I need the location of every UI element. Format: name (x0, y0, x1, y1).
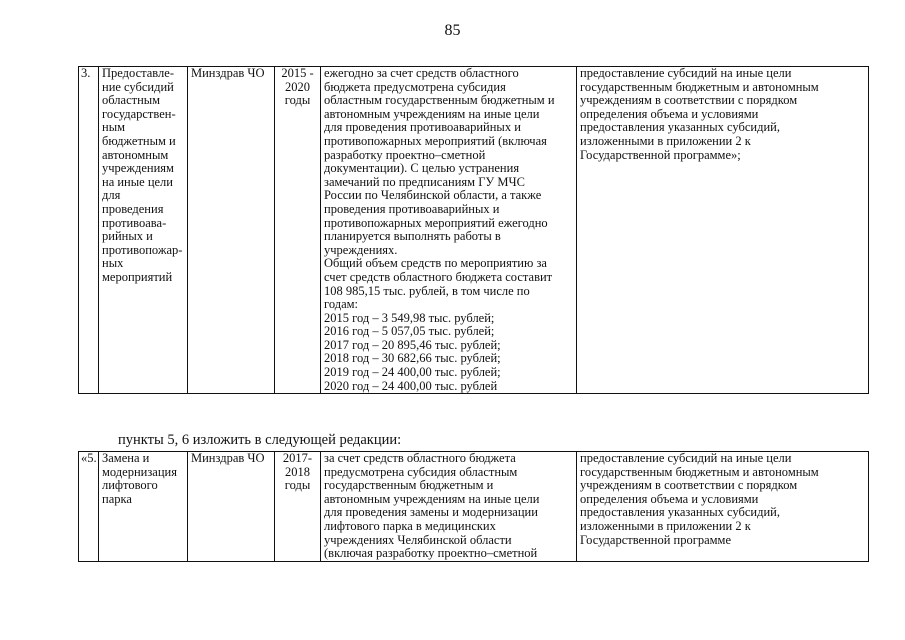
measures-table-part1 (78, 66, 869, 394)
text-line: государственным бюджетным и автономным (580, 79, 819, 94)
text-line: предоставление субсидий на иные цели (580, 451, 792, 465)
text-line: для проведения (102, 188, 164, 216)
text-line: учреждениям в соответствии с порядком (580, 478, 798, 493)
row-number: «5. (79, 452, 99, 562)
text-line: 2017 год – 20 895,46 тыс. рублей; (324, 337, 501, 352)
text-line: противопожарных мероприятий ежегодно (324, 215, 548, 230)
period-cell (275, 452, 321, 562)
expected-result (580, 67, 865, 162)
measure-name-cell (99, 452, 188, 562)
description-cell (321, 452, 577, 562)
executor: Минздрав ЧО (191, 66, 265, 80)
measure-name (102, 452, 184, 506)
text-line: автономным учреждениям на иные цели (324, 491, 540, 506)
text-line: определения объема и условиями (580, 491, 759, 506)
text-line: России по Челябинской области, а также (324, 188, 542, 203)
text-line: замечаний по предписаниям ГУ МЧС (324, 174, 525, 189)
text-line: разработку проектно–сметной (324, 147, 486, 162)
text-line: учреждениях Челябинской области (324, 532, 512, 547)
text-line: определения объема и условиями (580, 106, 759, 121)
text-line: проведения противоаварийных и (324, 201, 500, 216)
measure-description (324, 452, 573, 561)
text-line: учреждениям в соответствии с порядком (580, 93, 798, 108)
text-line: мероприятий (102, 269, 173, 284)
text-line: планируется выполнять работы в (324, 229, 501, 244)
result-cell (577, 67, 869, 394)
expected-result (580, 452, 865, 547)
text-line: противоава- (102, 215, 167, 230)
measure-name (102, 67, 184, 285)
text-line: предусмотрена субсидия областным (324, 464, 518, 479)
text-line: изложенными в приложении 2 к (580, 518, 751, 533)
amendment-intro-text: пункты 5, 6 изложить в следующей редакции: (118, 432, 402, 448)
text-line: за счет средств областного бюджета (324, 451, 516, 465)
measures-table-part2 (78, 451, 869, 562)
text-line: изложенными в приложении 2 к (580, 133, 751, 148)
period (278, 67, 317, 108)
text-line: (включая разработку проектно–сметной (324, 546, 538, 561)
text-line: 2020 год – 24 400,00 тыс. рублей (324, 378, 498, 393)
text-line: областным (102, 93, 161, 108)
description-cell (321, 67, 577, 394)
text-line: рийных и (102, 229, 153, 244)
text-line: 2020 (285, 79, 310, 94)
text-line: ным (102, 120, 125, 135)
measure-description (324, 67, 573, 393)
result-cell (577, 452, 869, 562)
text-line: 2015 год – 3 549,98 тыс. рублей; (324, 310, 495, 325)
period-cell (275, 67, 321, 394)
text-line: парка (102, 491, 132, 506)
text-line: государственным бюджетным и автономным (580, 464, 819, 479)
text-line: автономным учреждениям на иные цели (324, 106, 540, 121)
page-number: 85 (444, 22, 461, 39)
text-line: учреждениям (102, 161, 174, 176)
text-line: лифтового парка в медицинских (324, 518, 496, 533)
text-line: предоставление субсидий на иные цели (580, 66, 792, 80)
text-line: 108 985,15 тыс. рублей, в том числе по (324, 283, 530, 298)
text-line: Предоставле- (102, 66, 174, 80)
executor-cell (188, 452, 275, 562)
text-line: предоставления указанных субсидий, (580, 120, 780, 135)
text-line: бюджетным и (102, 133, 176, 148)
text-line: предоставления указанных субсидий, (580, 505, 780, 520)
text-line: Государственной программе»; (580, 147, 741, 162)
text-line: 2019 год – 24 400,00 тыс. рублей; (324, 365, 501, 380)
text-line: Государственной программе (580, 532, 732, 547)
period (278, 452, 317, 493)
table-row (79, 452, 869, 562)
executor-cell (188, 67, 275, 394)
text-line: 2015 - (281, 66, 314, 80)
text-line: областным государственным бюджетным и (324, 93, 555, 108)
text-line: на иные цели (102, 174, 173, 189)
text-line: модернизация (102, 464, 177, 479)
text-line: лифтового (102, 478, 158, 493)
text-line: государственным бюджетным и (324, 478, 494, 493)
text-line: 2016 год – 5 057,05 тыс. рублей; (324, 324, 495, 339)
text-line: годы (284, 93, 311, 108)
text-line: годам: (324, 297, 358, 312)
row-number: 3. (79, 67, 99, 394)
text-line: 2018 год – 30 682,66 тыс. рублей; (324, 351, 501, 366)
text-line: бюджета предусмотрена субсидия (324, 79, 506, 94)
text-line: противопожарных мероприятий (включая (324, 133, 547, 148)
text-line: годы (284, 478, 311, 493)
table-row (79, 67, 869, 394)
text-line: 2017- (282, 451, 313, 465)
text-line: автономным (102, 147, 169, 162)
text-line: документации). С целью устранения (324, 161, 520, 176)
text-line: государствен- (102, 106, 176, 121)
text-line: счет средств областного бюджета составит (324, 269, 553, 284)
text-line: учреждениях. (324, 242, 398, 257)
text-line: ежегодно за счет средств областного (324, 66, 519, 80)
executor: Минздрав ЧО (191, 451, 265, 465)
text-line: для проведения противоаварийных и (324, 120, 521, 135)
text-line: Замена и (102, 451, 150, 465)
text-line: Общий объем средств по мероприятию за (324, 256, 547, 271)
text-line: ние субсидий (102, 79, 174, 94)
text-line: противопожар- (102, 242, 183, 257)
text-line: 2018 (285, 464, 310, 479)
text-line: для проведения замены и модернизации (324, 505, 538, 520)
text-line: ных (102, 256, 124, 271)
measure-name-cell (99, 67, 188, 394)
